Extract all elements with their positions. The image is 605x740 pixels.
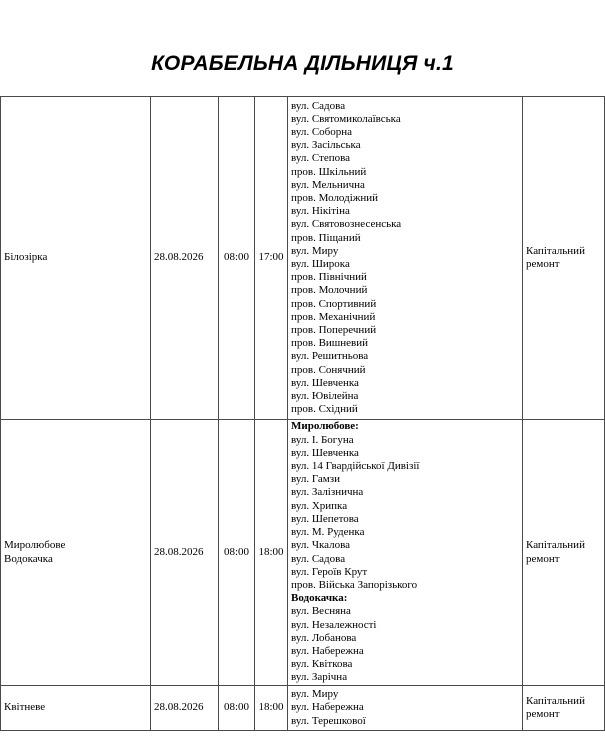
settlement-cell xyxy=(1,686,151,731)
street-item: вул. Засільська xyxy=(291,139,361,152)
date-cell xyxy=(151,686,219,731)
street-item: вул. Залізнична xyxy=(291,486,364,499)
street-item: вул. Гамзи xyxy=(291,473,340,486)
end-time-cell xyxy=(255,686,288,731)
reason-cell xyxy=(523,420,605,686)
street-item: вул. Нікітіна xyxy=(291,205,350,218)
street-item: вул. Ювілейна xyxy=(291,390,359,403)
street-item: пров. Спортивний xyxy=(291,297,377,310)
streets-cell xyxy=(288,97,523,420)
street-item: вул. Миру xyxy=(291,688,339,701)
street-item: вул. Квіткова xyxy=(291,658,353,671)
reason-text: ремонт xyxy=(526,258,560,270)
street-item: вул. Лобанова xyxy=(291,631,357,644)
reason-text: ремонт xyxy=(526,708,560,720)
street-item: вул. Шепетова xyxy=(291,512,359,525)
street-item: вул. Миру xyxy=(291,244,339,257)
end-time: 17:00 xyxy=(258,251,284,264)
settlement-name: Миролюбове xyxy=(4,539,66,552)
street-item: пров. Молодіжний xyxy=(291,191,379,204)
reason-text: Капітальний xyxy=(526,539,585,552)
street-item: вул. Степова xyxy=(291,152,351,165)
street-item: вул. Хрипка xyxy=(291,499,348,512)
street-item: пров. Східний xyxy=(291,403,358,416)
street-item: вул. Шевченка xyxy=(291,376,359,389)
street-item: вул. Чкалова xyxy=(291,539,351,552)
reason-text: Капітальний xyxy=(526,244,585,257)
reason-cell xyxy=(523,686,605,731)
start-time-cell xyxy=(219,97,255,420)
street-item: пров. Молочний xyxy=(291,284,368,297)
street-item: пров. Піщаний xyxy=(291,231,361,244)
street-item: пров. Шкільний xyxy=(291,165,367,178)
settlement-cell xyxy=(1,97,151,420)
outage-date: 28.08.2026 xyxy=(154,251,204,264)
end-time: 18:00 xyxy=(258,545,284,558)
start-time: 08:00 xyxy=(223,545,250,558)
street-group-heading: Миролюбове: xyxy=(291,420,359,433)
settlement-name: Білозірка xyxy=(4,251,48,264)
street-item: вул. Садова xyxy=(291,99,346,112)
street-group-heading: Водокачка: xyxy=(291,592,348,605)
street-item: вул. Мельнична xyxy=(291,178,365,191)
street-item: вул. Героїв Крут xyxy=(291,565,368,578)
street-item: пров. Поперечний xyxy=(291,324,377,337)
street-item: вул. Соборна xyxy=(291,125,353,138)
settlement-name: Квітневе xyxy=(4,701,46,714)
start-time-cell xyxy=(219,686,255,731)
outage-schedule-table xyxy=(0,96,605,731)
table-row xyxy=(1,420,605,686)
street-item: вул. М. Руденка xyxy=(291,526,365,539)
street-item: вул. Терешкової xyxy=(291,714,366,727)
reason-text: ремонт xyxy=(526,552,560,565)
end-time: 18:00 xyxy=(258,701,284,714)
table-row xyxy=(1,686,605,731)
street-item: вул. Широка xyxy=(291,258,350,270)
street-item: пров. Північний xyxy=(291,271,367,284)
table-row xyxy=(1,97,605,420)
outage-date: 28.08.2026 xyxy=(154,545,204,558)
start-time: 08:00 xyxy=(223,251,250,264)
street-item: вул. Шевченка xyxy=(291,446,359,459)
streets-cell xyxy=(288,420,523,686)
street-item: вул. Зарічна xyxy=(291,671,348,684)
start-time-cell xyxy=(219,420,255,686)
date-cell xyxy=(151,97,219,420)
end-time-cell xyxy=(255,420,288,686)
streets-cell xyxy=(288,686,523,731)
street-item: пров. Вишневий xyxy=(291,337,369,350)
start-time: 08:00 xyxy=(223,701,250,714)
street-item: вул. Незалежності xyxy=(291,618,377,631)
street-item: вул. Весняна xyxy=(291,605,351,618)
street-item: вул. Набережна xyxy=(291,701,364,714)
reason-cell xyxy=(523,97,605,420)
street-item: вул. Решитньова xyxy=(291,350,369,363)
street-item: пров. Сонячний xyxy=(291,363,366,376)
street-item: пров. Війська Запорізького xyxy=(291,578,418,591)
end-time-cell xyxy=(255,97,288,420)
street-item: вул. І. Богуна xyxy=(291,433,354,446)
reason-text: Капітальний xyxy=(526,694,585,707)
page-title: КОРАБЕЛЬНА ДІЛЬНИЦЯ ч.1 xyxy=(151,52,454,75)
outage-date: 28.08.2026 xyxy=(154,701,204,714)
street-item: пров. Механічний xyxy=(291,310,376,323)
street-item: вул. Набережна xyxy=(291,644,364,657)
street-item: вул. 14 Гвардійської Дивізії xyxy=(291,460,420,473)
street-item: вул. Святомиколаївська xyxy=(291,112,401,125)
date-cell xyxy=(151,420,219,686)
settlement-cell xyxy=(1,420,151,686)
settlement-name: Водокачка xyxy=(4,552,53,565)
street-item: вул. Святовознесенська xyxy=(291,218,402,231)
street-item: вул. Садова xyxy=(291,552,346,565)
